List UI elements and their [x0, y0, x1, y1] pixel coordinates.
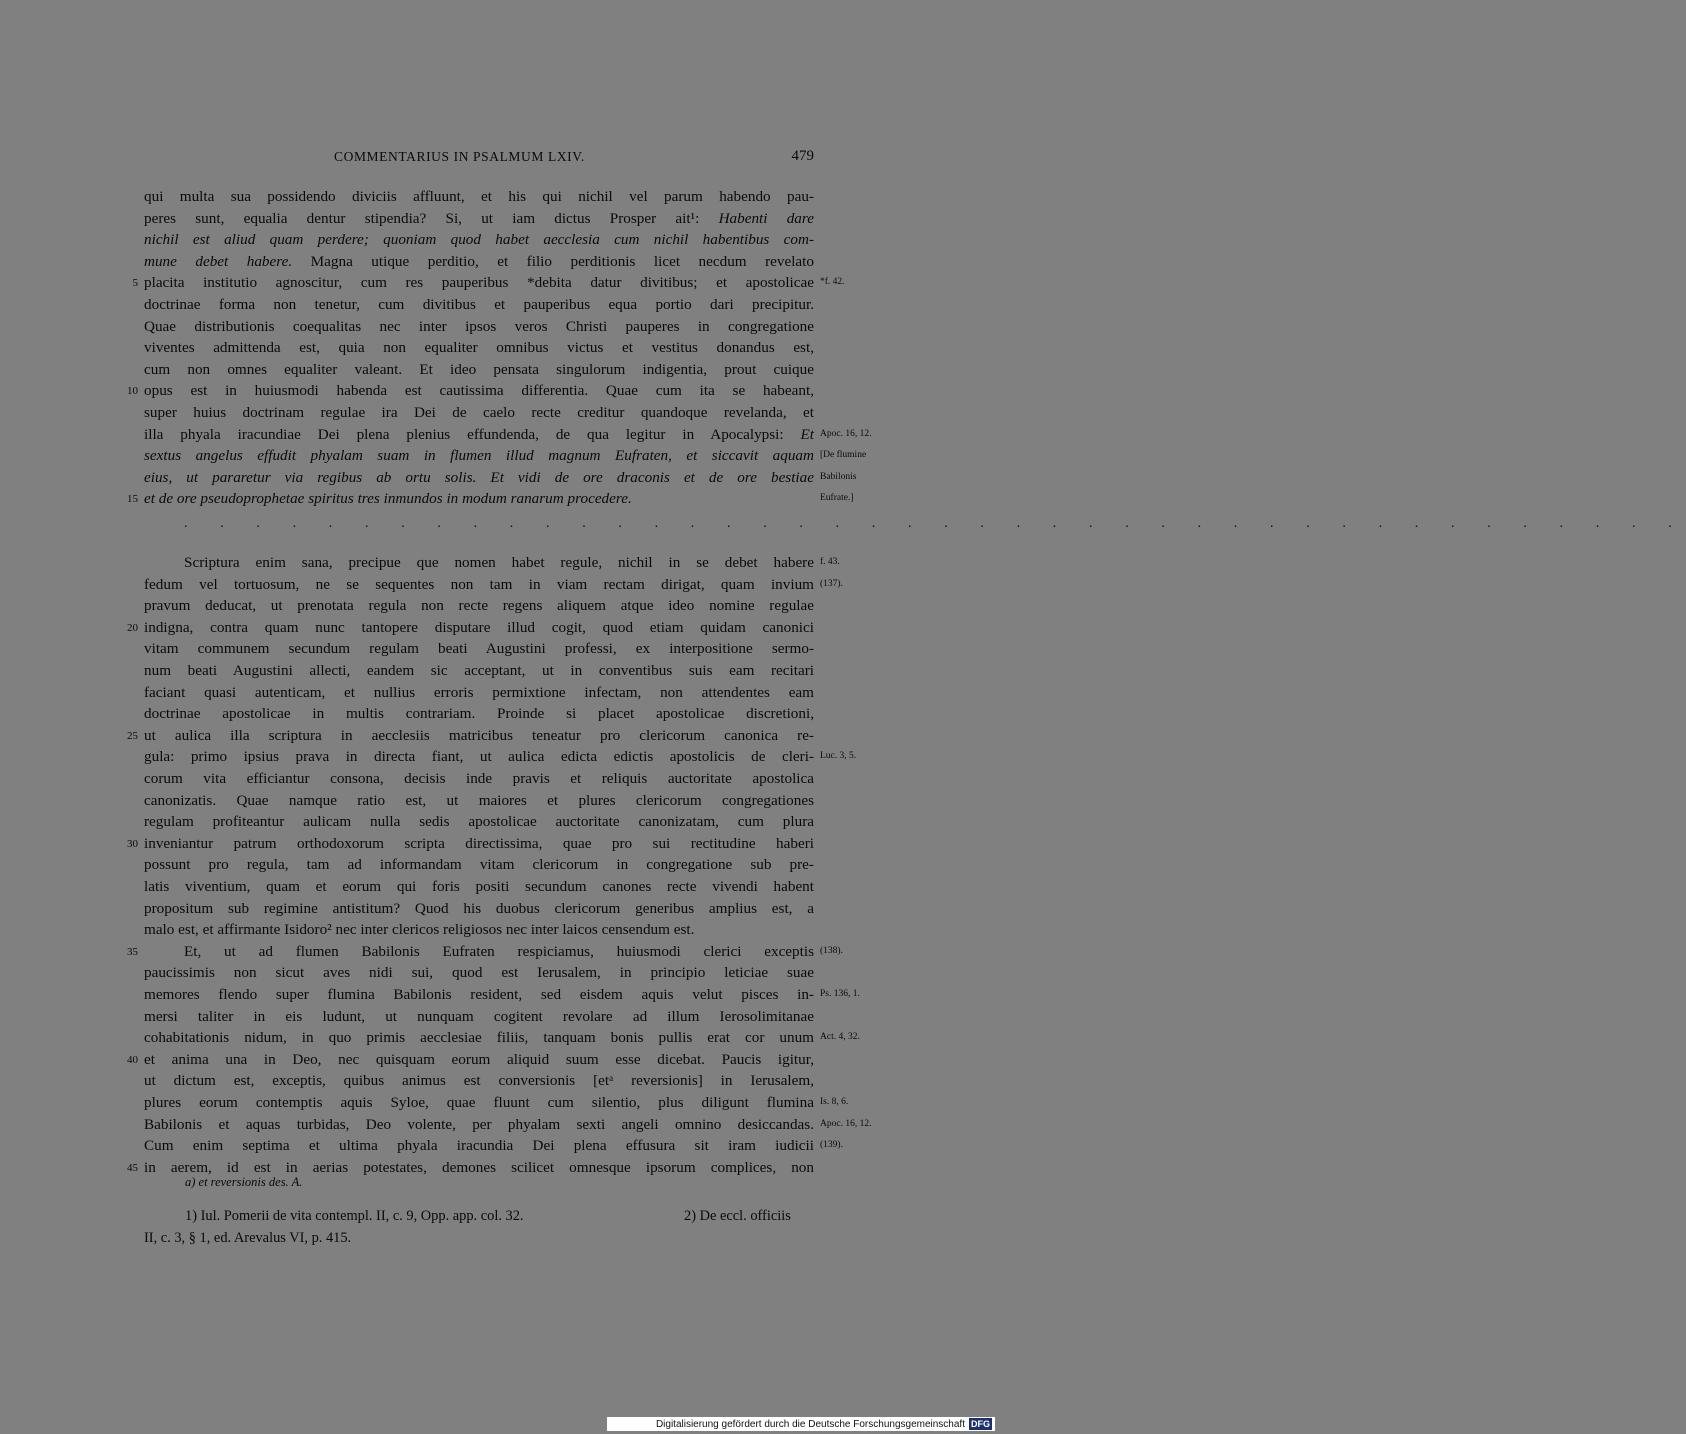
page-header [144, 149, 814, 169]
margin-note: Eufrate.] [820, 493, 854, 504]
text-line: et anima una in Deo, nec quisquam eorum aliquid suum esse dicebat. Paucis igitur, [144, 1050, 814, 1068]
text-line: fedum vel tortuosum, ne se sequentes non tam in viam rectam dirigat, quam invium [144, 575, 814, 593]
text-line: qui multa sua possidendo diviciis affluunt, et his qui nichil vel parum habendo pau- [144, 188, 814, 205]
footnote-1: 1) Iul. Pomerii de vita contempl. II, c. 9, Opp. app. col. 32. [185, 1208, 524, 1224]
line-number: 20 [127, 621, 138, 634]
margin-note: Apoc. 16, 12. [820, 1118, 872, 1129]
text-line: nichil est aliud quam perdere; quoniam quod habet aecclesia cum nichil habentibus com- [144, 231, 814, 249]
text-line: paucissimis non sicut aves nidi sui, quod est Ierusalem, in principio leticiae suae [144, 964, 814, 982]
text-line: ut dictum est, exceptis, quibus animus est conversionis [etᵃ reversionis] in Ierusalem, [144, 1072, 814, 1090]
text-line: num beati Augustini allecti, eandem sic acceptant, ut in conventibus suis eam recitari [144, 662, 814, 679]
text-line: malo est, et affirmante Isidoro² nec inter clericos religiosos nec inter laicos censendum est. [144, 921, 695, 939]
margin-note: f. 43. [820, 557, 840, 567]
text-line: Cum enim septima et ultima phyala iracundia Dei plena effusura sit iram iudicii [144, 1137, 814, 1155]
margin-note: Babilonis [820, 471, 857, 482]
margin-note: (139). [820, 1140, 843, 1151]
text-line: gula: primo ipsius prava in directa fiant, ut aulica edicta edictis apostolicis de cleri- [144, 748, 814, 766]
margin-note: Is. 8, 6. [820, 1097, 849, 1107]
dfg-logo: DFG [971, 1419, 990, 1429]
running-title: COMMENTARIUS IN PSALMUM LXIV. [334, 149, 585, 164]
text-line: pravum deducat, ut prenotata regula non recte regens aliquem atque ideo nomine regulae [144, 597, 814, 615]
text-line: latis viventium, quam et eorum qui foris positi secundum canones recte vivendi habent [144, 878, 814, 895]
text-line: corum vita efficiantur consona, decisis inde pravis et reliquis auctoritate apostolica [144, 770, 814, 787]
line-number: 45 [127, 1161, 138, 1174]
text-line: canonizatis. Quae namque ratio est, ut maiores et plures clericorum congregationes [144, 791, 814, 809]
text-line: eius, ut pararetur via regibus ab ortu solis. Et vidi de ore draconis et de ore bestiae [144, 468, 814, 486]
text-line: peres sunt, equalia dentur stipendia? Si, ut iam dictus Prosper ait¹: Habenti dare [144, 209, 814, 227]
margin-note: [De flumine [820, 450, 867, 461]
text-line: Scriptura enim sana, precipue que nomen habet regule, nichil in se debet habere [184, 554, 814, 571]
text-line: in aerem, id est in aerias potestates, demones scilicet omnesque ipsorum complices, non [144, 1158, 814, 1176]
footer-bar [607, 1417, 995, 1431]
text-line: super huius doctrinam regulae ira Dei de caelo recte creditur quandoque revelanda, et [144, 404, 814, 421]
margin-note: *f. 42. [820, 277, 845, 288]
separator-dots: . . . . . . . . . . . . . . . . . . . . . . . . . . . . . . . . . . . . . . . . . . [184, 516, 1686, 531]
line-number: 10 [127, 385, 138, 398]
text-line: possunt pro regula, tam ad informandam vitam clericorum in congregatione sub pre- [144, 856, 814, 874]
text-line: Et, ut ad flumen Babilonis Eufraten respiciamus, huiusmodi clerici exceptis [184, 942, 814, 960]
page-number: 479 [791, 148, 814, 164]
text-line: faciant quasi autenticam, et nullius erroris permixtione infectam, non attendentes eam [144, 683, 814, 701]
text-line: mersi taliter in eis ludunt, ut nunquam cogitent revolare ad illum Ierosolimitanae [144, 1007, 814, 1025]
text-line: illa phyala iracundiae Dei plena plenius effundenda, de qua legitur in Apocalypsi: Et [144, 425, 814, 443]
line-number: 30 [127, 837, 138, 850]
text-line: ut aulica illa scriptura in aecclesiis matricibus teneatur pro clericorum canonica re- [144, 726, 814, 744]
text-line: mune debet habere. Magna utique perditio, et filio perditionis licet necdum revelato [144, 252, 814, 270]
text-line: indigna, contra quam nunc tantopere disputare illud cogit, quod etiam quidam canonici [144, 618, 814, 636]
text-line: memores flendo super flumina Babilonis resident, sed eisdem aquis velut pisces in- [144, 986, 814, 1003]
text-line: sextus angelus effudit phyalam suam in flumen illud magnum Eufraten, et siccavit aquam [144, 447, 814, 465]
line-number: 5 [132, 277, 138, 290]
line-number: 40 [127, 1053, 138, 1066]
text-line: doctrinae apostolicae in multis contrariam. Proinde si placet apostolicae discretioni, [144, 705, 814, 723]
text-line: regulam profiteantur aulicam nulla sedis apostolicae auctoritate canonizatam, cum plura [144, 813, 814, 831]
margin-note: Luc. 3, 5. [820, 751, 857, 762]
text-line: propositum sub regimine antistitum? Quod his duobus clericorum generibus amplius est, a [144, 899, 814, 917]
margin-note: (138). [820, 945, 843, 956]
text-line: Quae distributionis coequalitas nec inter ipsos veros Christi pauperes in congregatione [144, 317, 814, 335]
apparatus-note: a) et reversionis des. A. [185, 1175, 303, 1189]
line-number: 35 [127, 945, 138, 958]
text-line: Babilonis et aquas turbidas, Deo volente, per phyalam sexti angeli omnino desiccandas. [144, 1115, 814, 1133]
line-number: 15 [127, 493, 138, 506]
text-line: viventes admittenda est, quia non equaliter omnibus victus et vestitus donandus est, [144, 339, 814, 357]
text-line: inveniantur patrum orthodoxorum scripta directissima, quae pro sui rectitudine haberi [144, 834, 814, 852]
text-line: et de ore pseudoprophetae spiritus tres inmundos in modum ranarum procedere. [144, 490, 632, 508]
text-line: cohabitationis nidum, in quo primis aecclesiae filiis, tanquam bonis pullis erat cor unum [144, 1029, 814, 1047]
text-line: opus est in huiusmodi habenda est cautissima differentia. Quae cum ita se habeant, [144, 382, 814, 400]
margin-note: Apoc. 16, 12. [820, 428, 872, 439]
critical-apparatus [185, 1175, 302, 1190]
margin-note: (137). [820, 578, 843, 589]
footer-text: Digitalisierung gefördert durch die Deutsche Forschungsgemeinschaft [655, 1418, 965, 1430]
footnote-2-start: 2) De eccl. officiis [684, 1208, 791, 1224]
text-line: cum non omnes equaliter valeant. Et ideo pensata singulorum indigentia, prout cuique [144, 360, 814, 378]
line-number: 25 [127, 729, 138, 742]
text-line: vitam communem secundum regulam beati Augustini professi, ex interpositione sermo- [144, 640, 814, 658]
text-line: placita institutio agnoscitur, cum res pauperibus *debita datur divitibus; et apostolicae [144, 274, 814, 292]
text-line: doctrinae forma non tenetur, cum divitibus et pauperibus equa portio dari precipitur. [144, 296, 814, 313]
margin-note: Ps. 136, 1. [820, 989, 860, 999]
footnote-2-end: II, c. 3, § 1, ed. Arevalus VI, p. 415. [144, 1230, 352, 1246]
margin-note: Act. 4, 32. [820, 1032, 860, 1043]
text-line: plures eorum contemptis aquis Syloe, quae fluunt cum silentio, plus diligunt flumina [144, 1094, 814, 1111]
